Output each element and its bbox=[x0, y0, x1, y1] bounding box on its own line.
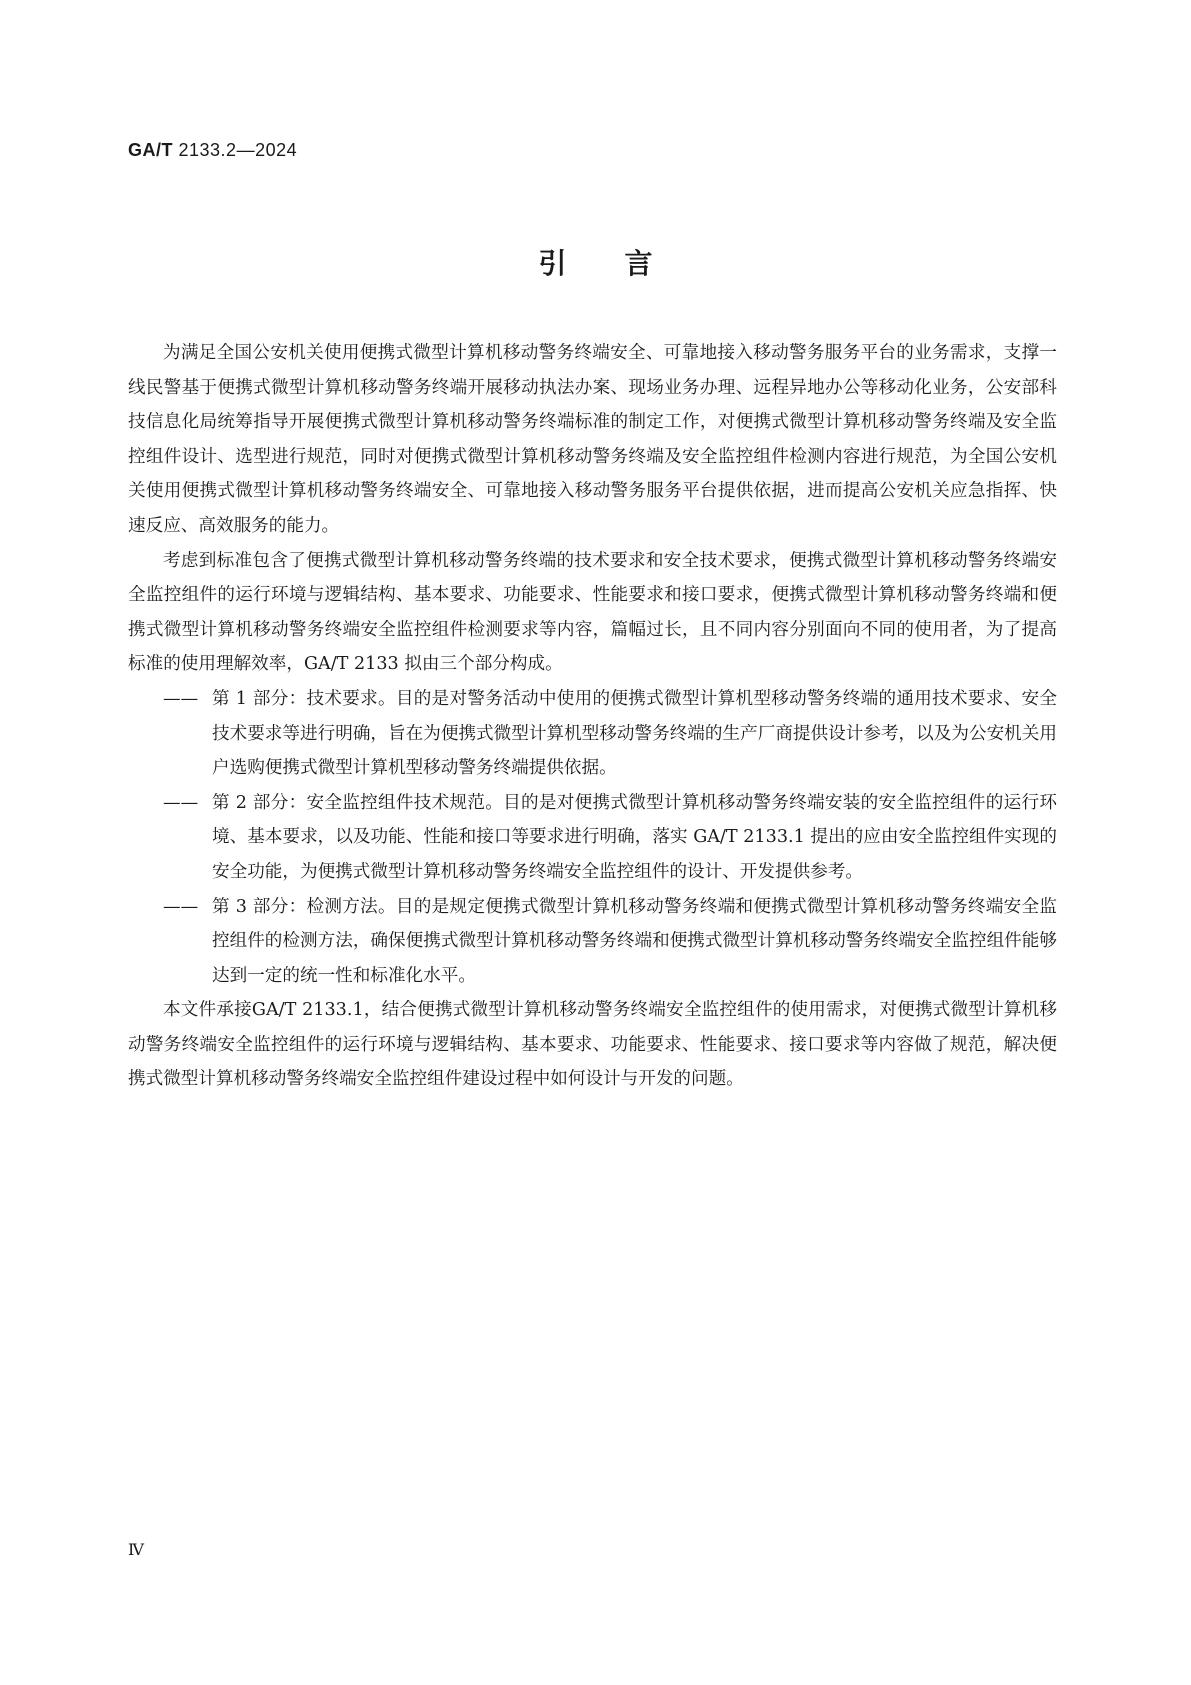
paragraph-3: 本文件承接GA/T 2133.1，结合便携式微型计算机移动警务终端安全监控组件的使用需求，对便携式微型计算机移动警务终端安全监控组件的运行环境与逻辑结构、基本要求、功能要求、性能要求、接口要求等内容做了规范，解决便携式微型计算机移动警务终端安全监控组件建设过程中如何设计与开发的问题。 bbox=[128, 1000, 1057, 1090]
list-item bbox=[128, 890, 1057, 994]
list-item bbox=[128, 786, 1057, 890]
list-item-text: 第 1 部分：技术要求。目的是对警务活动中使用的便携式微型计算机型移动警务终端的通用技术要求、安全技术要求等进行明确，旨在为便携式微型计算机型移动警务终端的生产厂商提供设计参考，以及为公安机关用户选购便携式微型计算机型移动警务终端提供依据。 bbox=[212, 688, 1057, 779]
page-title: 引言 bbox=[538, 247, 711, 280]
list-dash: —— bbox=[163, 688, 199, 709]
paragraph-2: 考虑到标准包含了便携式微型计算机移动警务终端的技术要求和安全技术要求，便携式微型计算机移动警务终端安全监控组件的运行环境与逻辑结构、基本要求、功能要求、性能要求和接口要求，便携式微型计算机移动警务终端和便携式微型计算机移动警务终端安全监控组件检测要求等内容，篇幅过长，且不同内容分别面向不同的使用者，为了提高标准的使用理解效率，GA/T 2133 拟由三个部分构成。 bbox=[128, 550, 1057, 675]
list-item bbox=[128, 682, 1057, 786]
list-item-text: 第 3 部分：检测方法。目的是规定便携式微型计算机移动警务终端和便携式微型计算机移动警务终端安全监控组件的检测方法，确保便携式微型计算机移动警务终端和便携式微型计算机移动警务终端安全监控组件能够达到一定的统一性和标准化水平。 bbox=[212, 896, 1057, 986]
introduction-body bbox=[128, 336, 1057, 1097]
page-number: Ⅳ bbox=[128, 1540, 144, 1559]
list-dash: —— bbox=[163, 896, 199, 917]
list-item-text: 第 2 部分：安全监控组件技术规范。目的是对便携式微型计算机移动警务终端安装的安全监控组件的运行环境、基本要求，以及功能、性能和接口等要求进行明确，落实 GA/T 2133.1 提出的应由安全监控组件实现的安全功能，为便携式微型计算机移动警务终端安全监控组件的设计、开发提供参考。 bbox=[212, 792, 1057, 882]
paragraph-1: 为满足全国公安机关使用便携式微型计算机移动警务终端安全、可靠地接入移动警务服务平台的业务需求，支撑一线民警基于便携式微型计算机移动警务终端开展移动执法办案、现场业务办理、远程异地办公等移动化业务，公安部科技信息化局统筹指导开展便携式微型计算机移动警务终端标准的制定工作，对便携式微型计算机移动警务终端及安全监控组件设计、选型进行规范，同时对便携式微型计算机移动警务终端及安全监控组件检测内容进行规范，为全国公安机关使用便携式微型计算机移动警务终端安全、可靠地接入移动警务服务平台提供依据，进而提高公安机关应急指挥、快速反应、高效服务的能力。 bbox=[128, 343, 1057, 536]
code-prefix: GA/T bbox=[128, 140, 173, 160]
list-dash: —— bbox=[163, 792, 199, 813]
code-number: 2133.2—2024 bbox=[178, 140, 298, 160]
document-code bbox=[128, 140, 297, 161]
